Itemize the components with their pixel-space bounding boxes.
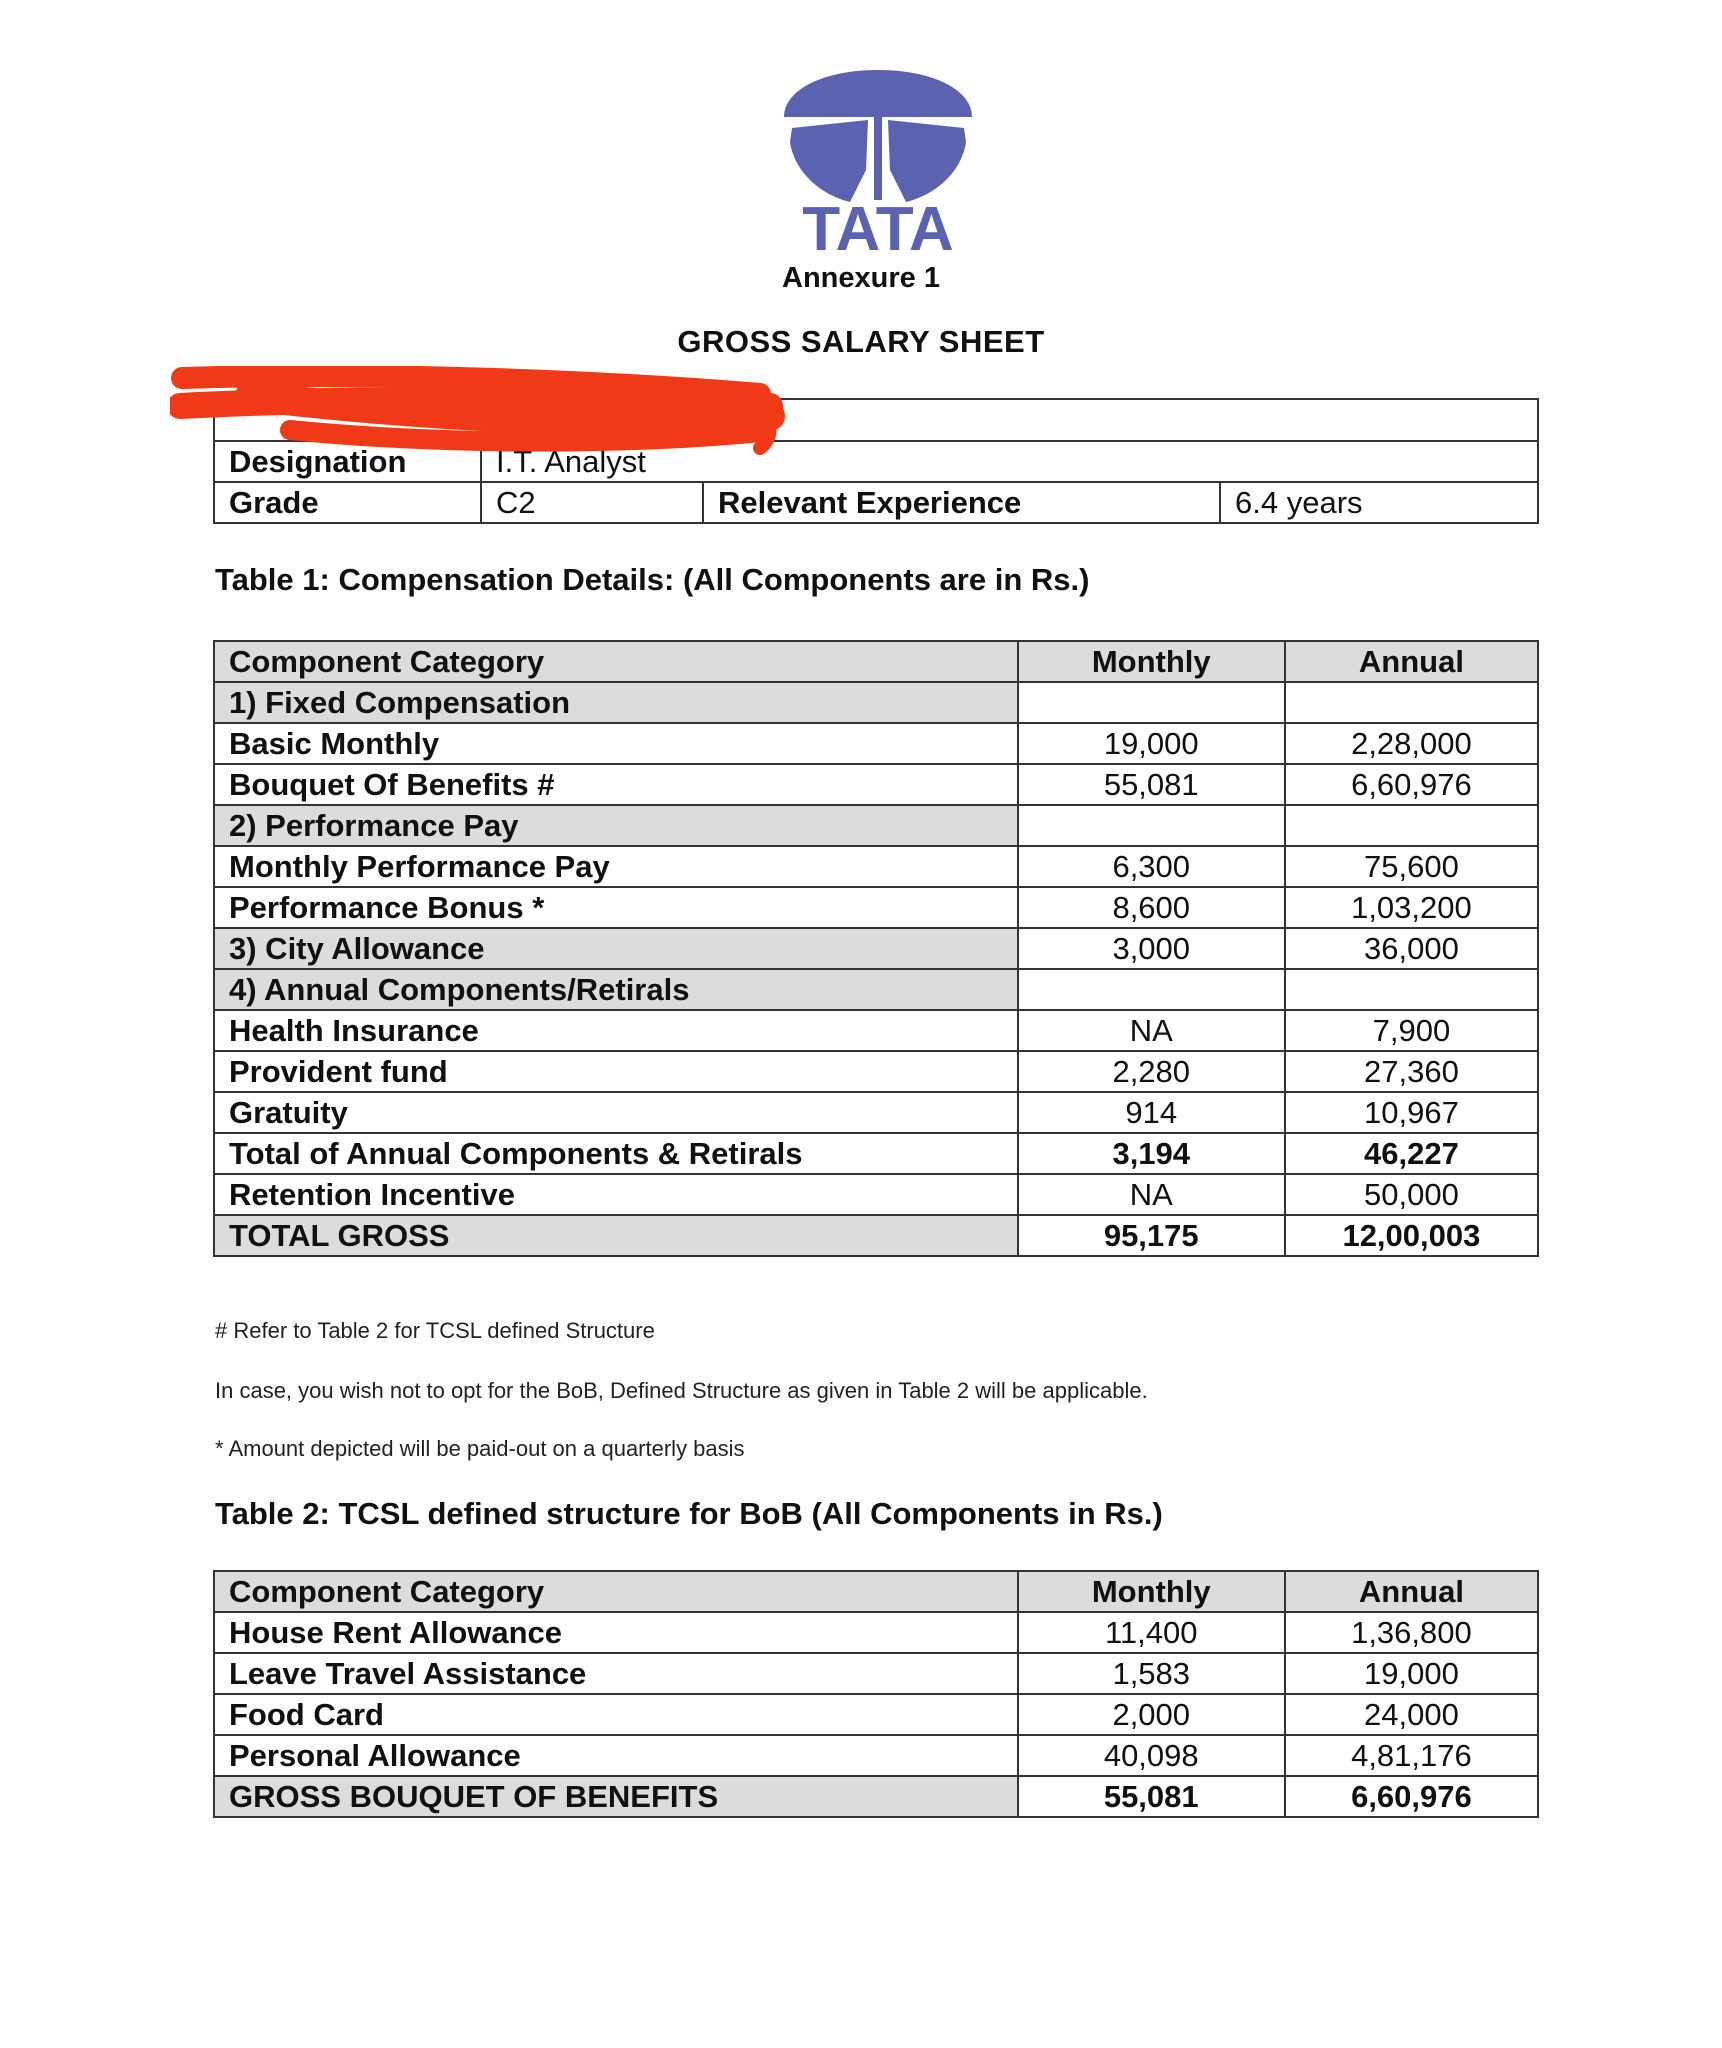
annual-cell: 6,60,976: [1285, 1776, 1538, 1817]
compensation-table: [213, 640, 1539, 1257]
component-category-cell: 2) Performance Pay: [214, 805, 1018, 846]
monthly-cell: 55,081: [1018, 1776, 1285, 1817]
component-category-cell: TOTAL GROSS: [214, 1215, 1018, 1256]
annual-cell: 6,60,976: [1285, 764, 1538, 805]
table-row: [214, 1133, 1538, 1174]
logo-left-segment: [790, 120, 868, 202]
annual-cell: 2,28,000: [1285, 723, 1538, 764]
annual-cell: 1,36,800: [1285, 1612, 1538, 1653]
monthly-cell: NA: [1018, 1010, 1285, 1051]
table1-caption: Table 1: Compensation Details: (All Components are in Rs.): [215, 562, 1090, 597]
annual-cell: 36,000: [1285, 928, 1538, 969]
monthly-cell: 95,175: [1018, 1215, 1285, 1256]
annual-cell: 4,81,176: [1285, 1735, 1538, 1776]
designation-value: I.T. Analyst: [481, 441, 1538, 482]
component-category-cell: 4) Annual Components/Retirals: [214, 969, 1018, 1010]
annexure-label: Annexure 1: [782, 262, 940, 294]
component-category-cell: 3) City Allowance: [214, 928, 1018, 969]
monthly-cell: 55,081: [1018, 764, 1285, 805]
monthly-cell: 19,000: [1018, 723, 1285, 764]
component-category-cell: Retention Incentive: [214, 1174, 1018, 1215]
annual-cell: 1,03,200: [1285, 887, 1538, 928]
table-header-row: [214, 1571, 1538, 1612]
monthly-cell: 40,098: [1018, 1735, 1285, 1776]
annual-cell: 7,900: [1285, 1010, 1538, 1051]
monthly-cell: 914: [1018, 1092, 1285, 1133]
experience-value: 6.4 years: [1220, 482, 1538, 523]
component-category-cell: Personal Allowance: [214, 1735, 1018, 1776]
experience-label: Relevant Experience: [703, 482, 1220, 523]
monthly-cell: 8,600: [1018, 887, 1285, 928]
redaction-mark: [170, 366, 800, 458]
table-row: [214, 1010, 1538, 1051]
table-row: [214, 1051, 1538, 1092]
monthly-cell: 6,300: [1018, 846, 1285, 887]
note-quarterly-payout: * Amount depicted will be paid-out on a quarterly basis: [215, 1436, 745, 1461]
table-row: [214, 1215, 1538, 1256]
header-annual: Annual: [1285, 641, 1538, 682]
table-row: [214, 1735, 1538, 1776]
annual-cell: 10,967: [1285, 1092, 1538, 1133]
table-row: [214, 1092, 1538, 1133]
annual-cell: 50,000: [1285, 1174, 1538, 1215]
table-row: [214, 764, 1538, 805]
table-row: [214, 1612, 1538, 1653]
logo-wordmark: TATA: [802, 195, 954, 252]
component-category-cell: Basic Monthly: [214, 723, 1018, 764]
monthly-cell: 2,000: [1018, 1694, 1285, 1735]
bob-structure-table: [213, 1570, 1539, 1818]
component-category-cell: Monthly Performance Pay: [214, 846, 1018, 887]
monthly-cell: 2,280: [1018, 1051, 1285, 1092]
annual-cell: 19,000: [1285, 1653, 1538, 1694]
tata-logo: [778, 62, 978, 252]
component-category-cell: Health Insurance: [214, 1010, 1018, 1051]
monthly-cell: NA: [1018, 1174, 1285, 1215]
header-annual: Annual: [1285, 1571, 1538, 1612]
header-component-category: Component Category: [214, 641, 1018, 682]
table-header-row: [214, 641, 1538, 682]
table-row: [214, 846, 1538, 887]
annual-cell: [1285, 969, 1538, 1010]
logo-right-segment: [888, 120, 966, 202]
page-title: GROSS SALARY SHEET: [677, 324, 1045, 359]
header-monthly: Monthly: [1018, 641, 1285, 682]
monthly-cell: [1018, 682, 1285, 723]
annual-cell: 46,227: [1285, 1133, 1538, 1174]
component-category-cell: Provident fund: [214, 1051, 1018, 1092]
table-row: [214, 1776, 1538, 1817]
table-row: [214, 928, 1538, 969]
table-row: [214, 1694, 1538, 1735]
component-category-cell: Bouquet Of Benefits #: [214, 764, 1018, 805]
monthly-cell: 3,194: [1018, 1133, 1285, 1174]
annual-cell: 24,000: [1285, 1694, 1538, 1735]
component-category-cell: GROSS BOUQUET OF BENEFITS: [214, 1776, 1018, 1817]
logo-stem: [874, 114, 882, 200]
monthly-cell: 3,000: [1018, 928, 1285, 969]
table-row: [214, 682, 1538, 723]
grade-value: C2: [481, 482, 703, 523]
annual-cell: 75,600: [1285, 846, 1538, 887]
monthly-cell: 11,400: [1018, 1612, 1285, 1653]
monthly-cell: 1,583: [1018, 1653, 1285, 1694]
annual-cell: 12,00,003: [1285, 1215, 1538, 1256]
header-component-category: Component Category: [214, 1571, 1018, 1612]
table2-caption: Table 2: TCSL defined structure for BoB (All Components in Rs.): [215, 1496, 1163, 1531]
monthly-cell: [1018, 969, 1285, 1010]
designation-label: Designation: [214, 441, 481, 482]
monthly-cell: [1018, 805, 1285, 846]
annual-cell: 27,360: [1285, 1051, 1538, 1092]
table-row: [214, 1653, 1538, 1694]
table-row: [214, 887, 1538, 928]
table-row: [214, 805, 1538, 846]
annual-cell: [1285, 682, 1538, 723]
annual-cell: [1285, 805, 1538, 846]
grade-row: [214, 482, 1538, 523]
component-category-cell: House Rent Allowance: [214, 1612, 1018, 1653]
logo-top-arc: [784, 70, 972, 117]
component-category-cell: Leave Travel Assistance: [214, 1653, 1018, 1694]
component-category-cell: Gratuity: [214, 1092, 1018, 1133]
note-bob-opt-out: In case, you wish not to opt for the BoB, Defined Structure as given in Table 2 will be applicable.: [215, 1378, 1148, 1403]
component-category-cell: 1) Fixed Compensation: [214, 682, 1018, 723]
table-row: [214, 723, 1538, 764]
grade-label: Grade: [214, 482, 481, 523]
component-category-cell: Performance Bonus *: [214, 887, 1018, 928]
header-monthly: Monthly: [1018, 1571, 1285, 1612]
note-bob-reference: # Refer to Table 2 for TCSL defined Structure: [215, 1318, 655, 1343]
component-category-cell: Total of Annual Components & Retirals: [214, 1133, 1018, 1174]
table-row: [214, 969, 1538, 1010]
table-row: [214, 1174, 1538, 1215]
component-category-cell: Food Card: [214, 1694, 1018, 1735]
